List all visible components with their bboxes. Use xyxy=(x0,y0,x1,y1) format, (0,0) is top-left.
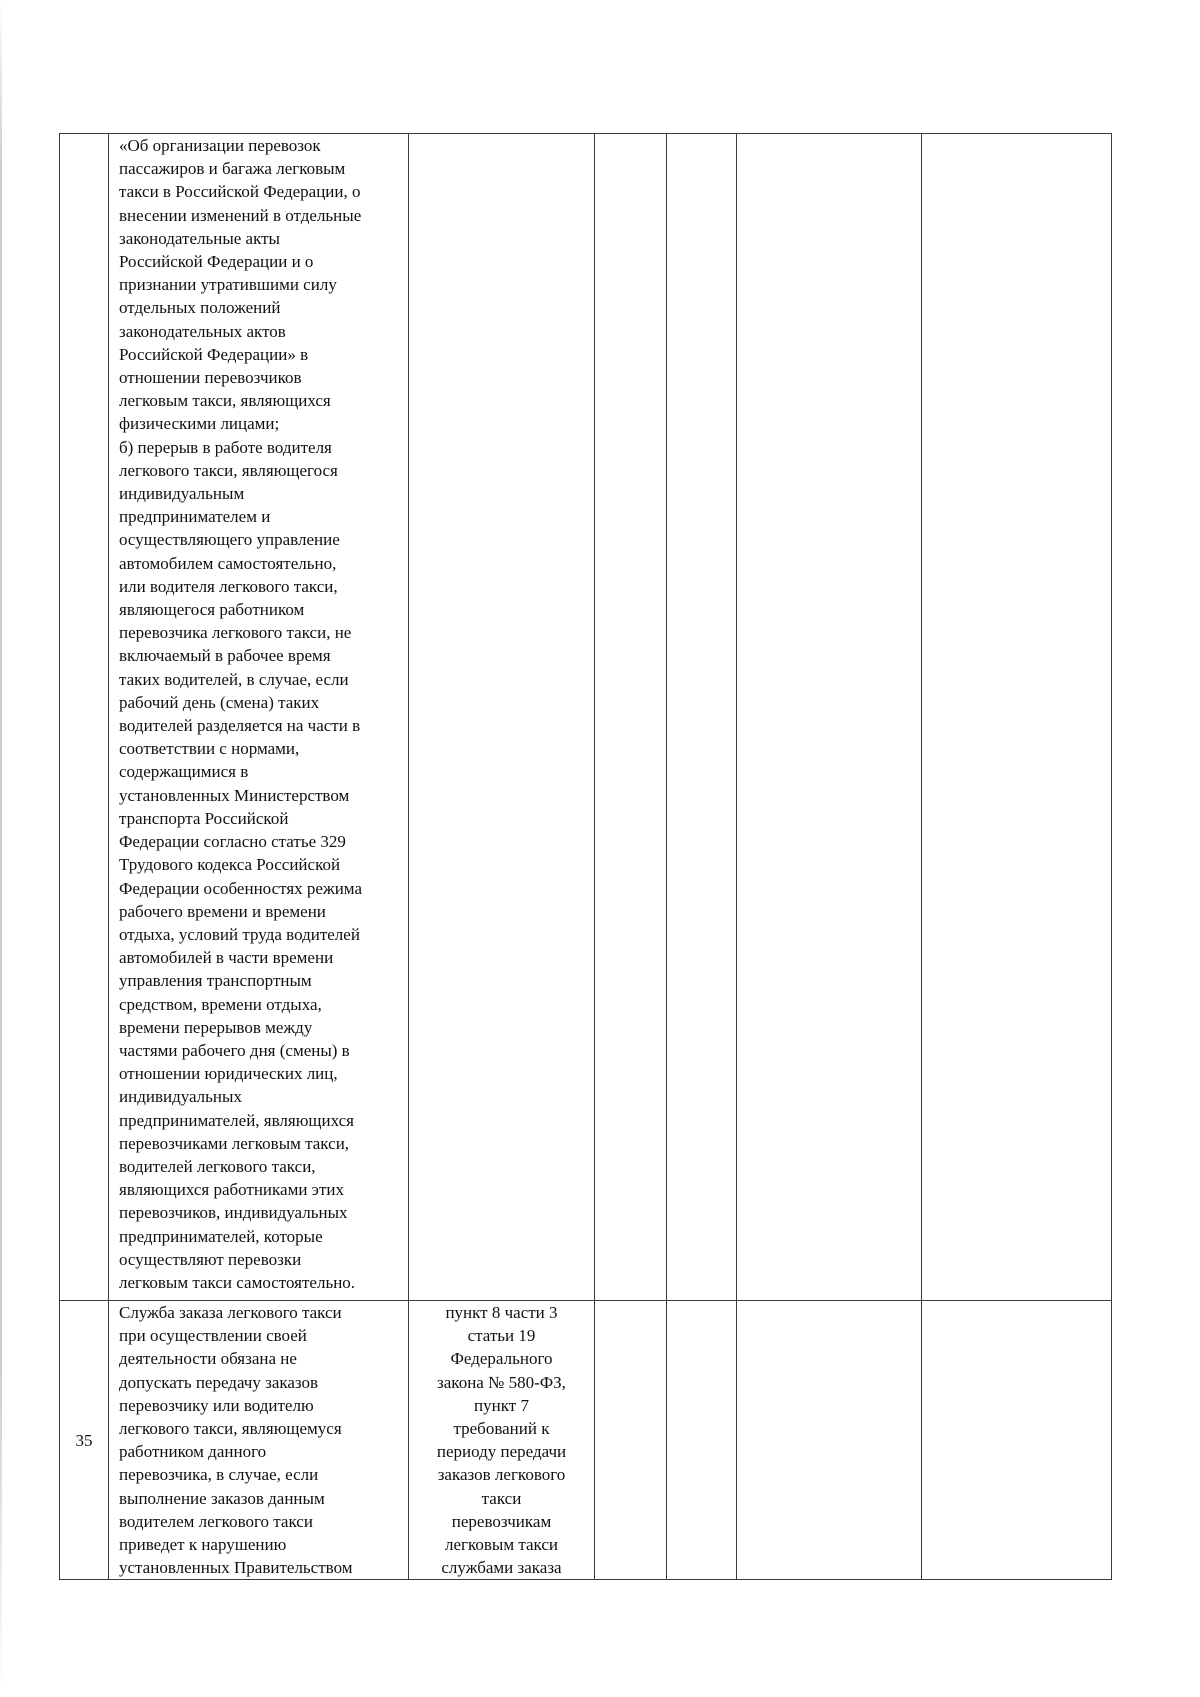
requirement-cell xyxy=(109,1301,409,1580)
empty-cell-col7 xyxy=(922,134,1112,1301)
table-row xyxy=(60,134,1112,1301)
empty-cell-col4 xyxy=(595,1301,667,1580)
row-number-cell xyxy=(60,134,109,1301)
requirement-text: Служба заказа легкового такси при осуществлении своей деятельности обязана не допускать передачу заказов перевозчику или водителю легкового такси, являющемуся работником данного перевозчика, в случае, если выполнение заказов данным водителем легкового такси приведет к нарушению установленных Правительством xyxy=(119,1303,353,1578)
requirements-table xyxy=(59,133,1112,1580)
empty-cell-col5 xyxy=(667,134,737,1301)
table-row xyxy=(60,1301,1112,1580)
requirement-text: «Об организации перевозок пассажиров и багажа легковым такси в Российской Федерации, о внесении изменений в отдельные законодательные акты Российской Федерации и о признании утратившими силу отдельных положений законодательных актов Российской Федерации» в отношении перевозчиков легковым такси, являющихся физическими лицами; б) перерыв в работе водителя легкового такси, являющегося индивидуальным предпринимателем и осуществляющего управление автомобилем самостоятельно, или водителя легкового такси, являющегося работником перевозчика легкового такси, не включаемый в рабочее время таких водителей, в случае, если рабочий день (смена) таких водителей разделяется на части в соответствии с нормами, содержащимися в установленных Министерством транспорта Российской Федерации согласно статье 329 Трудового кодекса Российской Федерации особенностях режима рабочего времени и времени отдыха, условий труда водителей автомобилей в части времени управления транспортным средством, времени отдыха, времени перерывов между частями рабочего дня (смены) в отношении юридических лиц, индивидуальных предпринимателей, являющихся перевозчиками легковым такси, водителей легкового такси, являющихся работниками этих перевозчиков, индивидуальных предпринимателей, которые осуществляют перевозки легковым такси самостоятельно. xyxy=(119,136,362,1292)
page-edge-shadow xyxy=(0,0,2,1697)
empty-cell-col4 xyxy=(595,134,667,1301)
empty-cell-col5 xyxy=(667,1301,737,1580)
requirement-cell xyxy=(109,134,409,1301)
legal-reference-cell xyxy=(409,134,595,1301)
legal-reference-text: пункт 8 части 3 статьи 19 Федерального закона № 580-ФЗ, пункт 7 требований к периоду передачи заказов легкового такси перевозчикам легковым такси службами заказа xyxy=(436,1303,567,1578)
empty-cell-col6 xyxy=(737,1301,922,1580)
empty-cell-col7 xyxy=(922,1301,1112,1580)
empty-cell-col6 xyxy=(737,134,922,1301)
row-number-cell: 35 xyxy=(60,1301,109,1580)
legal-reference-cell xyxy=(409,1301,595,1580)
